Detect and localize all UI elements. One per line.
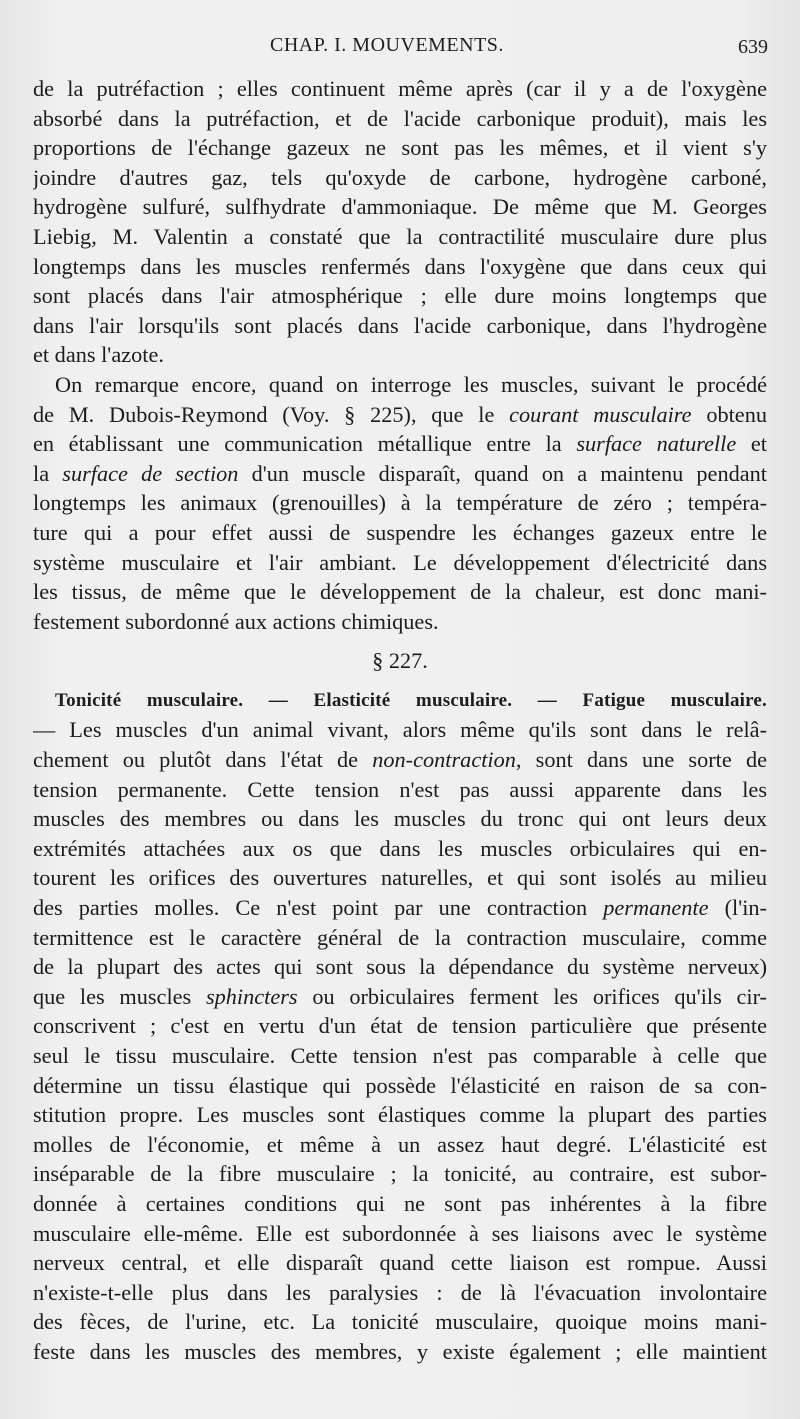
text-line: nerveux central, et elle disparaît quand cette liaison est rompue. Aussi — [33, 1250, 767, 1276]
text-line: musculaire elle-même. Elle est subordonnée à ses liaisons avec le système — [33, 1220, 767, 1246]
text-line: inséparable de la fibre musculaire ; la tonicité, au contraire, est subor- — [33, 1161, 767, 1187]
text-line: longtemps les animaux (grenouilles) à la température de zéro ; tempéra- — [33, 490, 767, 516]
text-line: On remarque encore, quand on interroge les muscles, suivant le procédé — [55, 371, 767, 397]
text-line: n'existe-t-elle plus dans les paralysies : de là l'évacuation involontaire — [33, 1279, 767, 1305]
text-line: de la putréfaction ; elles continuent même après (car il y a de l'oxygène — [33, 76, 767, 101]
text-line: que les muscles sphincters ou orbiculaires ferment les orifices qu'ils cir- — [33, 983, 767, 1009]
text-line: joindre d'autres gaz, tels qu'oxyde de carbone, hydrogène carboné, — [33, 164, 767, 190]
text-line: stitution propre. Les muscles sont élastiques comme la plupart des parties — [33, 1102, 767, 1128]
text-line: détermine un tissu élastique qui possède l'élasticité en raison de sa con- — [33, 1072, 767, 1098]
text-line: la surface de section d'un muscle disparaît, quand on a maintenu pendant — [33, 460, 767, 486]
text-line: molles de l'économie, et même à un assez haut degré. L'élasticité est — [33, 1131, 767, 1157]
text-line: de la plupart des actes qui sont sous la dépendance du système nerveux) — [33, 954, 767, 980]
text-line: donnée à certaines conditions qui ne sont pas inhérentes à la fibre — [33, 1190, 767, 1216]
text-line: feste dans les muscles des membres, y existe également ; elle maintient — [33, 1338, 767, 1364]
section-number: § 227. — [372, 648, 428, 674]
text-line: conscrivent ; c'est en vertu d'un état de tension particulière que présente — [33, 1013, 767, 1039]
text-line: sont placés dans l'air atmosphérique ; elle dure moins longtemps que — [33, 283, 767, 309]
text-line: de M. Dubois-Reymond (Voy. § 225), que le courant musculaire obtenu — [33, 401, 767, 427]
text-line: tension permanente. Cette tension n'est pas aussi apparente dans les — [33, 776, 767, 802]
section-heading: Tonicité musculaire. — Elasticité musculaire. — Fatigue musculaire. — [55, 689, 767, 711]
text-line: festement subordonné aux actions chimiques. — [33, 608, 439, 634]
text-line: — Les muscles d'un animal vivant, alors même qu'ils sont dans le relâ- — [33, 717, 767, 743]
body-text — [33, 74, 767, 1367]
text-line: longtemps dans les muscles renfermés dans l'oxygène que dans ceux qui — [33, 253, 767, 279]
page-number: 639 — [738, 36, 768, 58]
text-line: chement ou plutôt dans l'état de non-contraction, sont dans une sorte de — [33, 747, 767, 773]
running-head: CHAP. I. MOUVEMENTS. — [270, 34, 504, 56]
text-line: des fèces, de l'urine, etc. La tonicité musculaire, quoique moins mani- — [33, 1309, 767, 1335]
italic-term: sphincters — [205, 983, 298, 1009]
paragraph-current-musculaire — [33, 370, 767, 636]
text-line: extrémités attachées aux os que dans les muscles orbiculaires qui en- — [33, 835, 767, 861]
italic-term: permanente — [603, 895, 709, 921]
italic-term: non-contraction — [372, 747, 516, 773]
page-header — [0, 34, 800, 62]
text-line: en établissant une communication métallique entre la surface naturelle et — [33, 431, 767, 457]
italic-term: surface de section — [62, 460, 239, 486]
text-line: Liebig, M. Valentin a constaté que la contractilité musculaire dure plus — [33, 223, 767, 249]
text-line: hydrogène sulfuré, sulfhydrate d'ammoniaque. De même que M. Georges — [33, 194, 767, 220]
text-line: termittence est le caractère général de la contraction musculaire, comme — [33, 924, 767, 950]
text-line: absorbé dans la putréfaction, et de l'acide carbonique produit), mais les — [33, 105, 767, 131]
italic-term: courant musculaire — [509, 401, 692, 427]
text-line: les tissus, de même que le développement de la chaleur, est donc mani- — [33, 579, 767, 605]
text-line: système musculaire et l'air ambiant. Le développement d'électricité dans — [33, 549, 767, 575]
text-line: tourent les orifices des ouvertures naturelles, et qui sont isolés au milieu — [33, 865, 767, 891]
text-line: muscles des membres ou dans les muscles du tronc qui ont leurs deux — [33, 806, 767, 832]
text-line: proportions de l'échange gazeux ne sont pas les mêmes, et il vient s'y — [33, 135, 767, 161]
paragraph-continuation — [33, 74, 767, 370]
paragraph-tonicite — [33, 684, 767, 1367]
text-line: des parties molles. Ce n'est point par une contraction permanente (l'in- — [33, 895, 767, 921]
text-line: et dans l'azote. — [33, 342, 164, 368]
text-line: seul le tissu musculaire. Cette tension n'est pas comparable à celle que — [33, 1043, 767, 1068]
text-line: dans l'air lorsqu'ils sont placés dans l'acide carbonique, dans l'hydrogène — [33, 312, 767, 338]
italic-term: surface naturelle — [576, 431, 737, 457]
text-line: ture qui a pour effet aussi de suspendre les échanges gazeux entre le — [33, 519, 767, 545]
